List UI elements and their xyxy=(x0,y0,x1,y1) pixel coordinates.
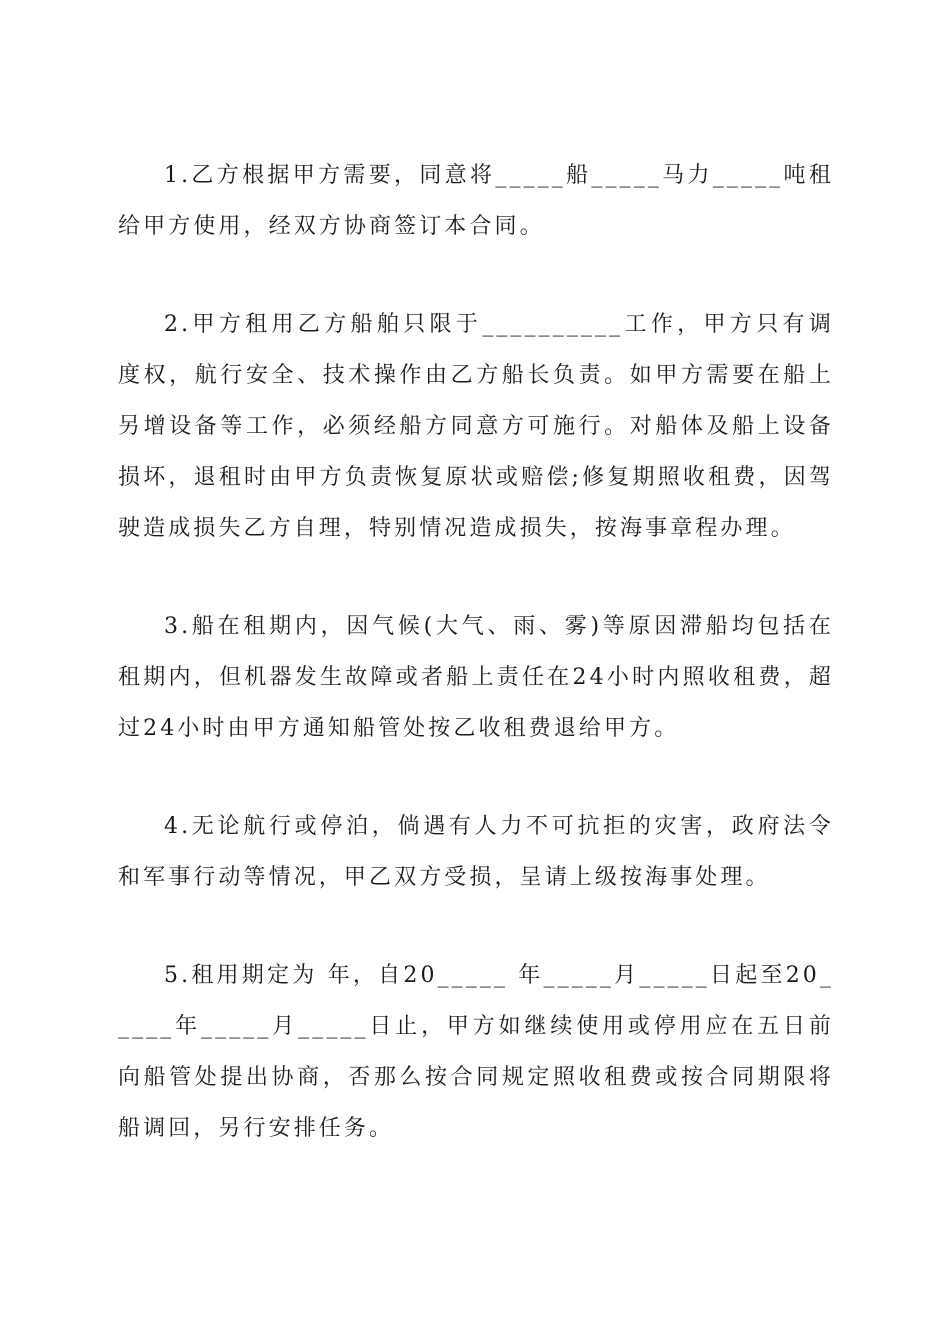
paragraph-gap xyxy=(118,252,834,299)
paragraph-gap xyxy=(118,554,834,601)
clause-4: 4.无论航行或停泊，倘遇有人力不可抗拒的灾害，政府法令和军事行动等情况，甲乙双方受损，呈请上级按海事处理。 xyxy=(118,814,834,890)
clause-2: 2.甲方租用乙方船舶只限于__________工作，甲方只有调度权，航行安全、技术操作由乙方船长负责。如甲方需要在船上另增设备等工作，必须经船方同意方可施行。对船体及船上设备损坏，退租时由甲方负责恢复原状或赔偿;修复期照收租费，因驾驶造成损失乙方自理，特别情况造成损失，按海事章程办理。 xyxy=(118,312,834,541)
paragraph-gap xyxy=(118,903,834,950)
paragraph-gap xyxy=(118,754,834,801)
contract-body xyxy=(118,150,834,1154)
clause-1: 1.乙方根据甲方需要，同意将_____船_____马力_____吨租给甲方使用，经双方协商签订本合同。 xyxy=(118,163,834,239)
clause-5: 5.租用期定为 年，自20_____ 年_____月_____日起至20_____年_____月_____日止，甲方如继续使用或停用应在五日前向船管处提出协商，否那么按合同规定照收租费或按合同期限将船调回，另行安排任务。 xyxy=(118,963,834,1141)
clause-3: 3.船在租期内，因气候(大气、雨、雾)等原因滞船均包括在租期内，但机器发生故障或者船上责任在24小时内照收租费，超过24小时由甲方通知船管处按乙收租费退给甲方。 xyxy=(118,614,834,741)
